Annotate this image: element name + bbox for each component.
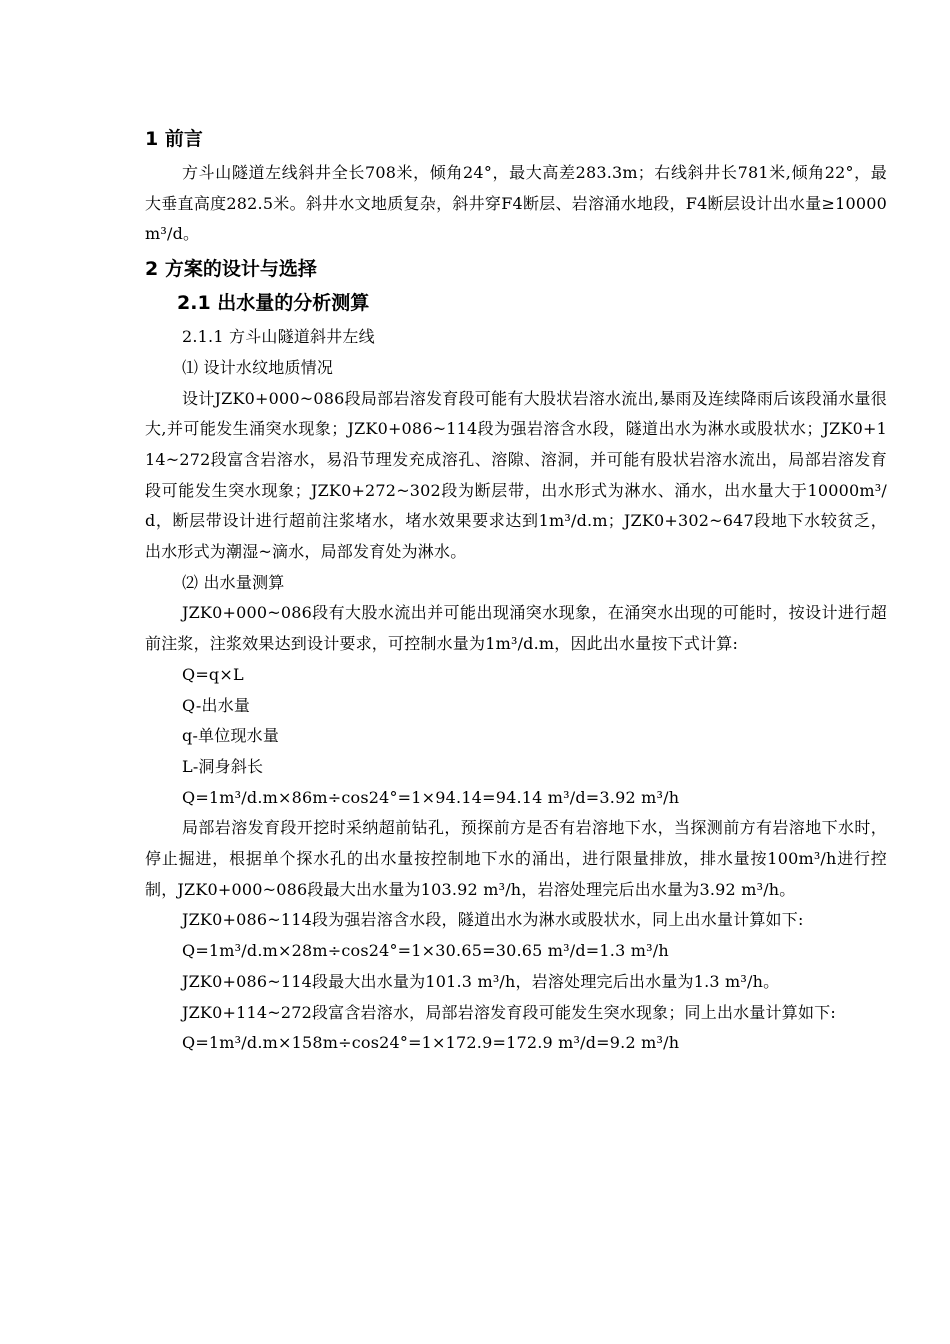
section-heading-1: 1 前言 [145,128,203,150]
intro-paragraph: 方斗山隧道左线斜井全长708米，倾角24°，最大高差283.3m；右线斜井长781米,倾角22°，最大垂直高度282.5米。斜井水文地质复杂，斜井穿F4断层、岩溶涌水地段，F4断层设计出水量≥10000m³/d。 [145,163,887,244]
calculation-3: Q=1m³/d.m×158m÷cos24°=1×172.9=172.9 m³/d=9.2 m³/h [182,1033,680,1053]
section-086-114-max-paragraph: JZK0+086~114段最大出水量为101.3 m³/h，岩溶处理完后出水量为1.3 m³/h。 [182,971,780,991]
item-1-paragraph: 设计JZK0+000~086段局部岩溶发育段可能有大股状岩溶水流出,暴雨及连续降雨后该段涌水量很大,并可能发生涌突水现象；JZK0+086~114段为强岩溶含水段，隧道出水为淋水或股状水；JZK0+114~272段富含岩溶水，易沿节理发充成溶孔、溶隙、溶洞，并可能有股状岩溶水流出，局部岩溶发育段可能发生突水现象；JZK0+272~302段为断层带，出水形式为淋水、涌水，出水量大于10000m³/d，断层带设计进行超前注浆堵水，堵水效果要求达到1m³/d.m；JZK0+302~647段地下水较贫乏，出水形式为潮湿~滴水，局部发育处为淋水。 [145,388,887,562]
calculation-2: Q=1m³/d.m×28m÷cos24°=1×30.65=30.65 m³/d=1.3 m³/h [182,941,669,961]
document-body [145,124,887,1059]
definition-q-unit: q-单位现水量 [182,726,280,746]
item-2-label: ⑵ 出水量测算 [182,572,285,592]
formula-main: Q=q×L [182,664,244,684]
definition-l: L-洞身斜长 [182,756,264,776]
section-114-272-paragraph: JZK0+114~272段富含岩溶水，局部岩溶发育段可能发生突水现象；同上出水量计算如下: [182,1002,836,1022]
definition-q-total: Q-出水量 [182,695,251,715]
subsubsection-heading-2-1-1: 2.1.1 方斗山隧道斜井左线 [182,327,375,347]
item-1-label: ⑴ 设计水纹地质情况 [182,357,334,377]
section-heading-2: 2 方案的设计与选择 [145,258,317,281]
section-086-114-paragraph: JZK0+086~114段为强岩溶含水段，隧道出水为淋水或股状水，同上出水量计算如下: [182,910,804,930]
item-2-paragraph: JZK0+000~086段有大股水流出并可能出现涌突水现象，在涌突水出现的可能时，按设计进行超前注浆，注浆效果达到设计要求，可控制水量为1m³/d.m，因此出水量按下式计算: [145,603,887,654]
drilling-paragraph: 局部岩溶发育段开挖时采纳超前钻孔，预探前方是否有岩溶地下水，当探测前方有岩溶地下水时，停止掘进，根据单个探水孔的出水量按控制地下水的涌出，进行限量排放，排水量按100m³/h进行控制，JZK0+000~086段最大出水量为103.92 m³/h，岩溶处理完后出水量为3.92 m³/h。 [145,818,887,899]
subsection-heading-2-1: 2.1 出水量的分析测算 [177,292,370,315]
calculation-1: Q=1m³/d.m×86m÷cos24°=1×94.14=94.14 m³/d=3.92 m³/h [182,787,680,807]
